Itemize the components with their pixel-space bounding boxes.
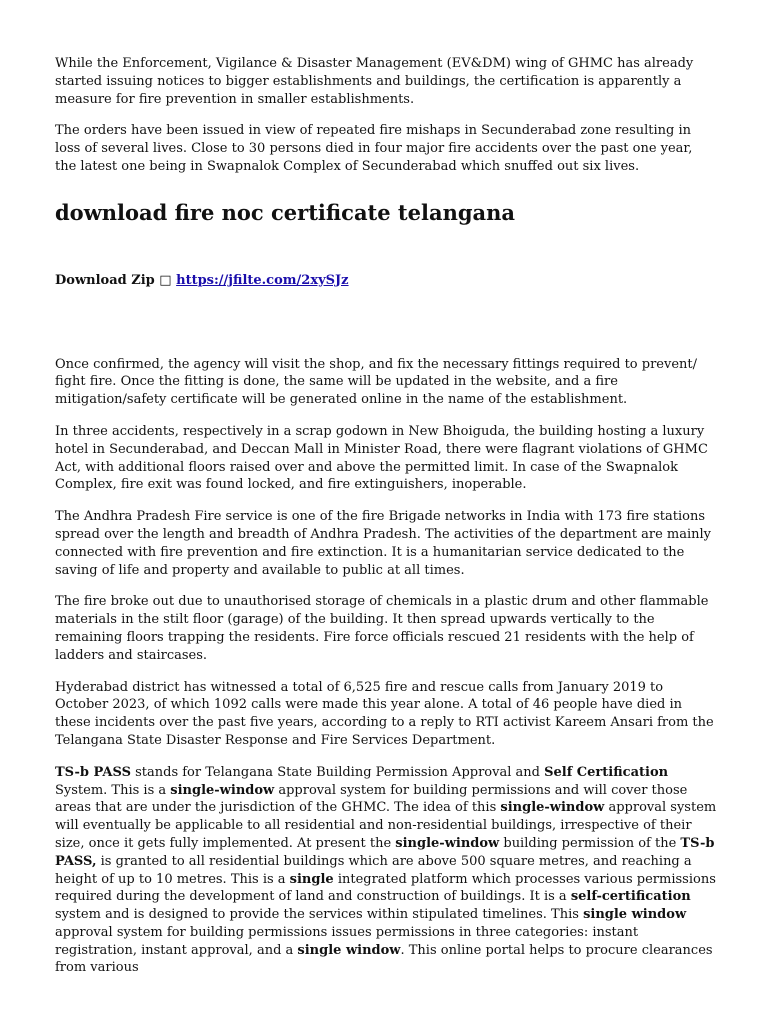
download-link[interactable]: https://jfilte.com/2xySJz (176, 272, 349, 288)
text-run: is granted to all residential buildings which are above 500 square metres, and reaching a height of up to 10 metres. This is a (55, 853, 692, 887)
text-run: single window (583, 907, 687, 923)
download-label: Download Zip (55, 272, 155, 288)
tsb-paragraph (55, 764, 717, 978)
text-run: approval system for building permissions and will cover those areas that are under the jurisdiction of the GHMC. The idea of this (55, 782, 688, 816)
text-run: self-certification (570, 889, 691, 905)
download-line (55, 272, 717, 290)
text-run: single (289, 871, 334, 887)
paragraph: The Andhra Pradesh Fire service is one of the fire Brigade networks in India with 173 fire stations spread over the length and breadth of Andhra Pradesh. The activities of the department are mainly connected with fire prevention and fire extinction. It is a humanitarian service dedicated to the saving of life and property and available to public at all times. (55, 509, 712, 578)
paragraph: Once confirmed, the agency will visit the shop, and fix the necessary fittings required to prevent/ fight fire. Once the fitting is done, the same will be updated in the website, and a fire mitigation/safety certificate will be generated online in the name of the establishment. (55, 356, 698, 408)
text-run: system and is designed to provide the services within stipulated timelines. This (55, 907, 584, 923)
section-heading: download fire noc certificate telangana (55, 199, 516, 225)
text-run: Self Certification (544, 764, 669, 780)
paragraph: While the Enforcement, Vigilance & Disaster Management (EV&DM) wing of GHMC has already started issuing notices to bigger establishments and buildings, the certification is apparently a measure for fire prevention in smaller establishments. (55, 56, 694, 107)
text-run: single-window (170, 782, 275, 798)
text-run: approval system for building permissions issues permissions in three categories: instant registration, instant approval, and a (55, 924, 639, 958)
text-run: integrated platform which processes various permissions required during the development of land and construction of buildings. It is a (55, 871, 716, 905)
text-run: stands for Telangana State Building Permission Approval and (130, 764, 545, 780)
text-run: approval system will eventually be applicable to all residential and non-residential buildings, irrespective of their size, once it gets fully implemented. At present the (55, 800, 717, 851)
paragraph: In three accidents, respectively in a scrap godown in New Bhoiguda, the building hosting a luxury hotel in Secunderabad, and Deccan Mall in Minister Road, there were flagrant violations of GHMC Act, with additional floors raised over and above the permitted limit. In case of the Swapnalok Complex, fire exit was found locked, and fire extinguishers, inoperable. (55, 423, 708, 493)
download-arrow-icon: □ (159, 272, 172, 288)
text-run: TS-b PASS, (55, 835, 715, 869)
text-run: System. This is a (55, 782, 171, 798)
text-run: TS-b PASS (55, 764, 131, 780)
paragraph: The fire broke out due to unauthorised storage of chemicals in a plastic drum and other flammable materials in the stilt floor (garage) of the building. It then spread upwards vertically to the remaining floors trapping the residents. Fire force officials rescued 21 residents with the help of ladders and staircases. (55, 594, 709, 663)
paragraph: Hyderabad district has witnessed a total of 6,525 fire and rescue calls from January 2019 to October 2023, of which 1092 calls were made this year alone. A total of 46 people have died in these incidents over the past five years, according to a reply to RTI activist Kareem Ansari from the Telangana State Disaster Response and Fire Services Department. (55, 679, 714, 748)
document-page (55, 55, 717, 991)
text-run: single-window (395, 835, 500, 851)
paragraph: The orders have been issued in view of repeated fire mishaps in Secunderabad zone resulting in loss of several lives. Close to 30 persons died in four major fire accidents over the past one year, the latest one being in Swapnalok Complex of Secunderabad which snuffed out six lives. (55, 123, 693, 174)
text-run: single-window (500, 800, 605, 816)
text-run: building permission of the (499, 835, 681, 851)
text-run: . This online portal helps to procure clearances from various (55, 942, 713, 976)
text-run: single window (297, 942, 401, 958)
